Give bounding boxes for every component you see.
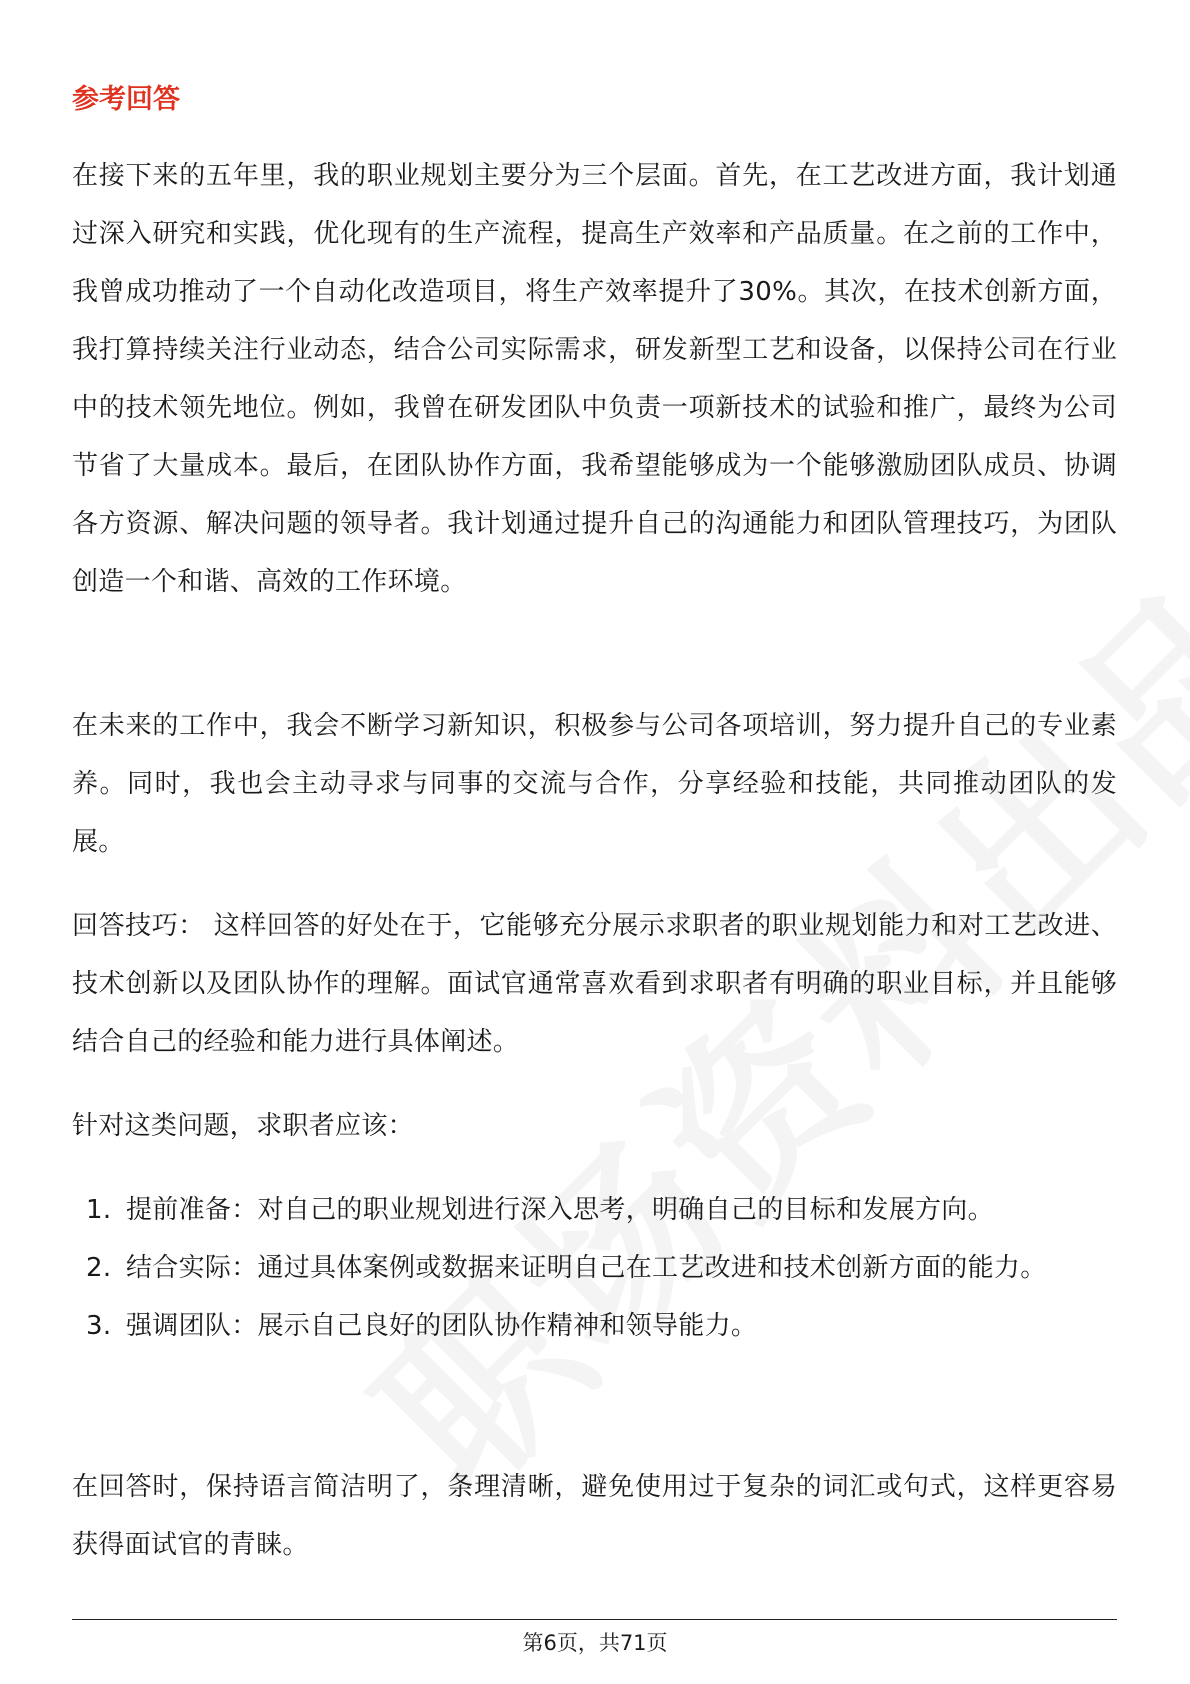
tips-intro: 针对这类问题，求职者应该： [72, 1111, 414, 1141]
list-item [86, 1239, 1116, 1297]
tips-paragraph: 回答技巧： 这样回答的好处在于，它能够充分展示求职者的职业规划能力和对工艺改进、技术创新以及团队协作的理解。面试官通常喜欢看到求职者有明确的职业目标，并且能够结合自己的经验和能力进行具体阐述。 [72, 911, 1117, 1057]
list-item-number: 1. [86, 1195, 112, 1225]
tips-list [86, 1181, 1116, 1355]
page-number: 第6页，共71页 [522, 1631, 668, 1655]
closing-paragraph: 在回答时，保持语言简洁明了，条理清晰，避免使用过于复杂的词汇或句式，这样更容易获得面试官的青睐。 [72, 1472, 1117, 1560]
answer-paragraph-2: 在未来的工作中，我会不断学习新知识，积极参与公司各项培训，努力提升自己的专业素养。同时，我也会主动寻求与同事的交流与合作，分享经验和技能，共同推动团队的发展。 [72, 711, 1117, 857]
list-item-number: 3. [86, 1311, 112, 1341]
list-item [86, 1297, 1116, 1355]
list-item-text: 提前准备：对自己的职业规划进行深入思考，明确自己的目标和发展方向。 [126, 1195, 994, 1225]
list-item-number: 2. [86, 1253, 112, 1283]
list-item [86, 1181, 1116, 1239]
answer-paragraph-1: 在接下来的五年里，我的职业规划主要分为三个层面。首先，在工艺改进方面，我计划通过深入研究和实践，优化现有的生产流程，提高生产效率和产品质量。在之前的工作中，我曾成功推动了一个自动化改造项目，将生产效率提升了30%。其次，在技术创新方面，我打算持续关注行业动态，结合公司实际需求，研发新型工艺和设备，以保持公司在行业中的技术领先地位。例如，我曾在研发团队中负责一项新技术的试验和推广，最终为公司节省了大量成本。最后，在团队协作方面，我希望能够成为一个能够激励团队成员、协调各方资源、解决问题的领导者。我计划通过提升自己的沟通能力和团队管理技巧，为团队创造一个和谐、高效的工作环境。 [72, 161, 1117, 597]
section-heading: 参考回答 [72, 84, 180, 115]
list-item-text: 强调团队：展示自己良好的团队协作精神和领导能力。 [126, 1311, 758, 1341]
list-item-text: 结合实际：通过具体案例或数据来证明自己在工艺改进和技术创新方面的能力。 [126, 1253, 1047, 1283]
footer-divider [72, 1619, 1117, 1620]
